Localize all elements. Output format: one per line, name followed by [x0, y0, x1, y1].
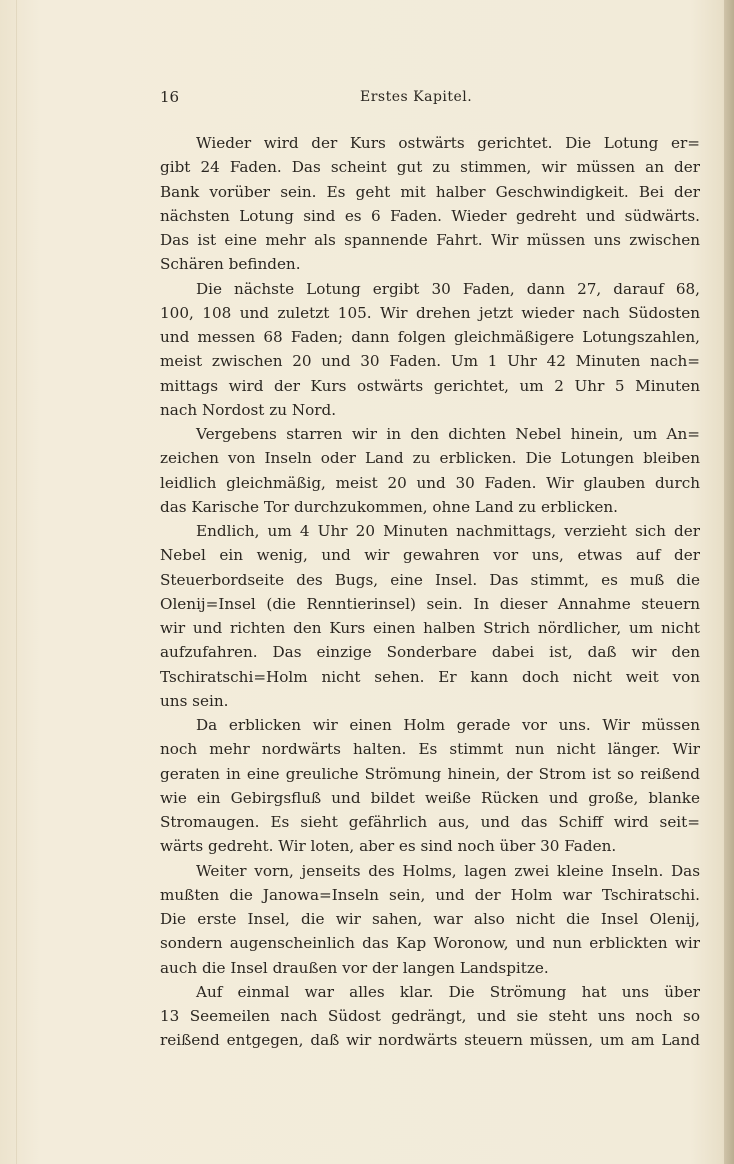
- text-line: aufzufahren. Das einzige Sonderbare dabei ist, daß wir den: [160, 643, 700, 662]
- text-line: Nebel ein wenig, und wir gewahren vor uns, etwas auf der: [160, 546, 700, 565]
- page-number: 16: [160, 88, 180, 106]
- text-line: Steuerbordseite des Bugs, eine Insel. Das stimmt, es muß die: [160, 570, 700, 589]
- text-line: das Karische Tor durchzukommen, ohne Land zu erblicken.: [160, 497, 618, 516]
- text-line: meist zwischen 20 und 30 Faden. Um 1 Uhr 42 Minuten nach=: [160, 352, 700, 371]
- text-line: und messen 68 Faden; dann folgen gleichmäßigere Lotungszahlen,: [160, 328, 700, 346]
- text-line: wie ein Gebirgsfluß und bildet weiße Rücken und große, blanke: [160, 788, 700, 807]
- text-line: sondern augenscheinlich das Kap Woronow, und nun erblickten wir: [160, 934, 700, 953]
- page-header: [160, 88, 700, 112]
- running-title: Erstes Kapitel.: [360, 89, 473, 105]
- text-line: 13 Seemeilen nach Südost gedrängt, und sie steht uns noch so: [160, 1007, 700, 1025]
- text-line: Die erste Insel, die wir sahen, war also nicht die Insel Olenij,: [160, 910, 700, 928]
- text-line: nächsten Lotung sind es 6 Faden. Wieder gedreht und südwärts.: [160, 206, 700, 225]
- text-line: auch die Insel draußen vor der langen Landspitze.: [160, 958, 549, 977]
- body-text: [160, 131, 700, 1053]
- text-line: Wieder wird der Kurs ostwärts gerichtet. Die Lotung er=: [196, 134, 700, 152]
- text-line: Bank vorüber sein. Es geht mit halber Geschwindigkeit. Bei der: [160, 182, 700, 201]
- text-line: Die nächste Lotung ergibt 30 Faden, dann 27, darauf 68,: [196, 279, 700, 298]
- text-line: mußten die Janowa=Inseln sein, und der Holm war Tschiratschi.: [160, 885, 700, 904]
- text-line: Auf einmal war alles klar. Die Strömung hat uns über: [196, 982, 700, 1001]
- text-line: wir und richten den Kurs einen halben Strich nördlicher, um nicht: [160, 619, 700, 637]
- text-line: wärts gedreht. Wir loten, aber es sind noch über 30 Faden.: [160, 837, 617, 856]
- text-line: Stromaugen. Es sieht gefährlich aus, und das Schiff wird seit=: [160, 813, 700, 831]
- page-edge: [724, 0, 734, 1164]
- text-line: nach Nordost zu Nord.: [160, 400, 337, 419]
- text-line: leidlich gleichmäßig, meist 20 und 30 Faden. Wir glauben durch: [160, 473, 700, 492]
- text-line: Endlich, um 4 Uhr 20 Minuten nachmittags, verzieht sich der: [196, 522, 700, 540]
- text-line: mittags wird der Kurs ostwärts gerichtet, um 2 Uhr 5 Minuten: [160, 376, 700, 395]
- text-line: reißend entgegen, daß wir nordwärts steuern müssen, um am Land: [160, 1031, 700, 1050]
- text-line: zeichen von Inseln oder Land zu erblicken. Die Lotungen bleiben: [160, 449, 700, 468]
- text-line: Vergebens starren wir in den dichten Nebel hinein, um An=: [196, 425, 700, 443]
- text-line: Tschiratschi=Holm nicht sehen. Er kann doch nicht weit von: [160, 667, 700, 686]
- text-line: geraten in eine greuliche Strömung hinein, der Strom ist so reißend: [160, 764, 700, 783]
- text-line: uns sein.: [160, 691, 229, 710]
- text-line: Olenij=Insel (die Renntierinsel) sein. In dieser Annahme steuern: [160, 594, 700, 613]
- text-line: Das ist eine mehr als spannende Fahrt. Wir müssen uns zwischen: [160, 231, 700, 249]
- gutter-shadow: [16, 0, 17, 1164]
- text-line: gibt 24 Faden. Das scheint gut zu stimmen, wir müssen an der: [160, 158, 700, 177]
- text-line: noch mehr nordwärts halten. Es stimmt nun nicht länger. Wir: [160, 740, 700, 759]
- text-line: Schären befinden.: [160, 255, 301, 274]
- text-line: Weiter vorn, jenseits des Holms, lagen zwei kleine Inseln. Das: [196, 861, 700, 880]
- text-line: 100, 108 und zuletzt 105. Wir drehen jetzt wieder nach Südosten: [160, 303, 700, 322]
- text-line: Da erblicken wir einen Holm gerade vor uns. Wir müssen: [196, 716, 700, 734]
